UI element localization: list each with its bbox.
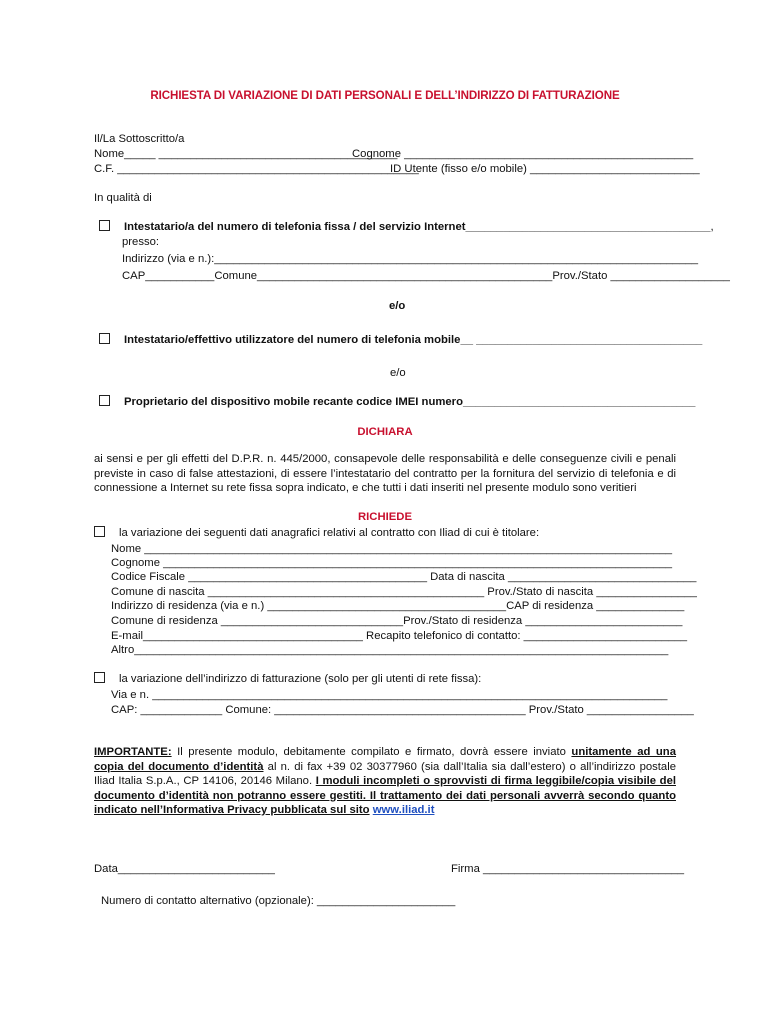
- cf-field[interactable]: C.F. ________________________________________________: [94, 163, 419, 175]
- page-title: RICHIESTA DI VARIAZIONE DI DATI PERSONALI E DELL’INDIRIZZO DI FATTURAZIONE: [150, 89, 620, 102]
- option-mobile[interactable]: [99, 333, 702, 347]
- dichiara-text: ai sensi e per gli effetti del D.P.R. n. 445/2000, consapevole delle responsabilità e delle conseguenze civili e penali previste in caso di false attestazioni, di essere l’intestatario del contratto per la fornitura del servizio di telefonia e di connessione a Internet su rete fissa sopra indicato, e che tutti i dati inseriti nel presente modulo sono veritieri: [94, 453, 676, 494]
- option-fatturazione[interactable]: [94, 672, 481, 686]
- option-fissa-comma: ,: [710, 221, 714, 233]
- field-comune-residenza[interactable]: Comune di residenza _____________________________Prov./Stato di residenza _________________________: [111, 615, 683, 627]
- checkbox-anagrafici[interactable]: [94, 526, 105, 537]
- cognome-field[interactable]: Cognome ______________________________________________: [352, 148, 694, 160]
- field-cap-comune[interactable]: CAP: _____________ Comune: ________________________________________ Prov./Stato _________________: [111, 704, 694, 716]
- importante-text-2: al n. di fax +39 02 30377960 (sia dall’Italia sia dall’estero) o all’indirizzo postale Iliad Italia S.p.A., CP 14106, 20146 Milano.: [94, 760, 677, 787]
- importante-underline-2: I moduli incompleti o sprovvisti di firma leggibile/copia visibile del documento d’identità non potranno essere gestiti. Il trattamento dei dati personali avverrà secondo quanto indicato nell’Informativa Privacy pubblicata sul sito: [94, 775, 676, 816]
- importante-paragraph: [94, 745, 676, 818]
- cap-comune-field[interactable]: CAP___________Comune_______________________________________________Prov./Stato ___________________: [122, 270, 730, 282]
- presso-label: presso:: [122, 236, 160, 248]
- eo-separator-2: e/o: [390, 367, 406, 379]
- field-email[interactable]: E-mail___________________________________ Recapito telefonico di contatto: __________________________: [111, 630, 688, 642]
- indirizzo-field[interactable]: Indirizzo (via e n.):_____________________________________________________________________________: [122, 253, 699, 265]
- importante-label: IMPORTANTE:: [94, 746, 172, 758]
- option-fatturazione-label: la variazione dell’indirizzo di fatturazione (solo per gli utenti di rete fissa):: [119, 673, 482, 685]
- option-imei[interactable]: [99, 395, 695, 409]
- field-via[interactable]: Via e n. __________________________________________________________________________________: [111, 689, 668, 701]
- importante-underline-1: unitamente ad una copia del documento d’identità: [94, 746, 676, 773]
- importante-text-1: Il presente modulo, debitamente compilato e firmato, dovrà essere inviato: [171, 746, 572, 758]
- richiede-heading: RICHIEDE: [358, 511, 412, 523]
- option-anagrafici-label: la variazione dei seguenti dati anagrafici relativi al contratto con Iliad di cui è titolare:: [119, 527, 540, 539]
- option-mobile-label: Intestatario/effettivo utilizzatore del numero di telefonia mobile__ ____________________________________: [124, 334, 703, 346]
- checkbox-imei[interactable]: [99, 395, 110, 406]
- option-imei-label: Proprietario del dispositivo mobile recante codice IMEI numero_____________________________________: [124, 396, 696, 408]
- numero-alternativo-field[interactable]: Numero di contatto alternativo (opzionale): ______________________: [101, 895, 456, 907]
- field-altro[interactable]: Altro_____________________________________________________________________________________: [111, 644, 669, 656]
- data-field[interactable]: Data_________________________: [94, 863, 275, 875]
- firma-field[interactable]: Firma ________________________________: [451, 863, 685, 875]
- field-nome[interactable]: Nome ____________________________________________________________________________________: [111, 543, 673, 555]
- iliad-link[interactable]: www.iliad.it: [372, 804, 435, 816]
- in-qualita-label: In qualità di: [94, 192, 152, 204]
- id-utente-field[interactable]: ID Utente (fisso e/o mobile) ___________________________: [390, 163, 700, 175]
- option-fissa[interactable]: [99, 220, 714, 234]
- field-cognome[interactable]: Cognome _________________________________________________________________________________: [111, 557, 673, 569]
- option-anagrafici[interactable]: [94, 526, 539, 540]
- checkbox-mobile[interactable]: [99, 333, 110, 344]
- field-codice-fiscale[interactable]: Codice Fiscale ______________________________________ Data di nascita ______________________________: [111, 571, 697, 583]
- field-indirizzo-residenza[interactable]: Indirizzo di residenza (via e n.) ______________________________________CAP di residenza ______________: [111, 600, 685, 612]
- checkbox-fatturazione[interactable]: [94, 672, 105, 683]
- dichiara-heading: DICHIARA: [357, 426, 413, 438]
- field-comune-nascita[interactable]: Comune di nascita ____________________________________________ Prov./Stato di nascita ________________: [111, 586, 697, 598]
- nome-field[interactable]: Nome_____ ______________________________________: [94, 148, 398, 160]
- sottoscritto-label: Il/La Sottoscritto/a: [94, 133, 185, 145]
- option-fissa-label: Intestatario/a del numero di telefonia fissa / del servizio Internet_______________________________________: [124, 221, 711, 233]
- checkbox-fissa[interactable]: [99, 220, 110, 231]
- eo-separator-1: e/o: [389, 300, 406, 312]
